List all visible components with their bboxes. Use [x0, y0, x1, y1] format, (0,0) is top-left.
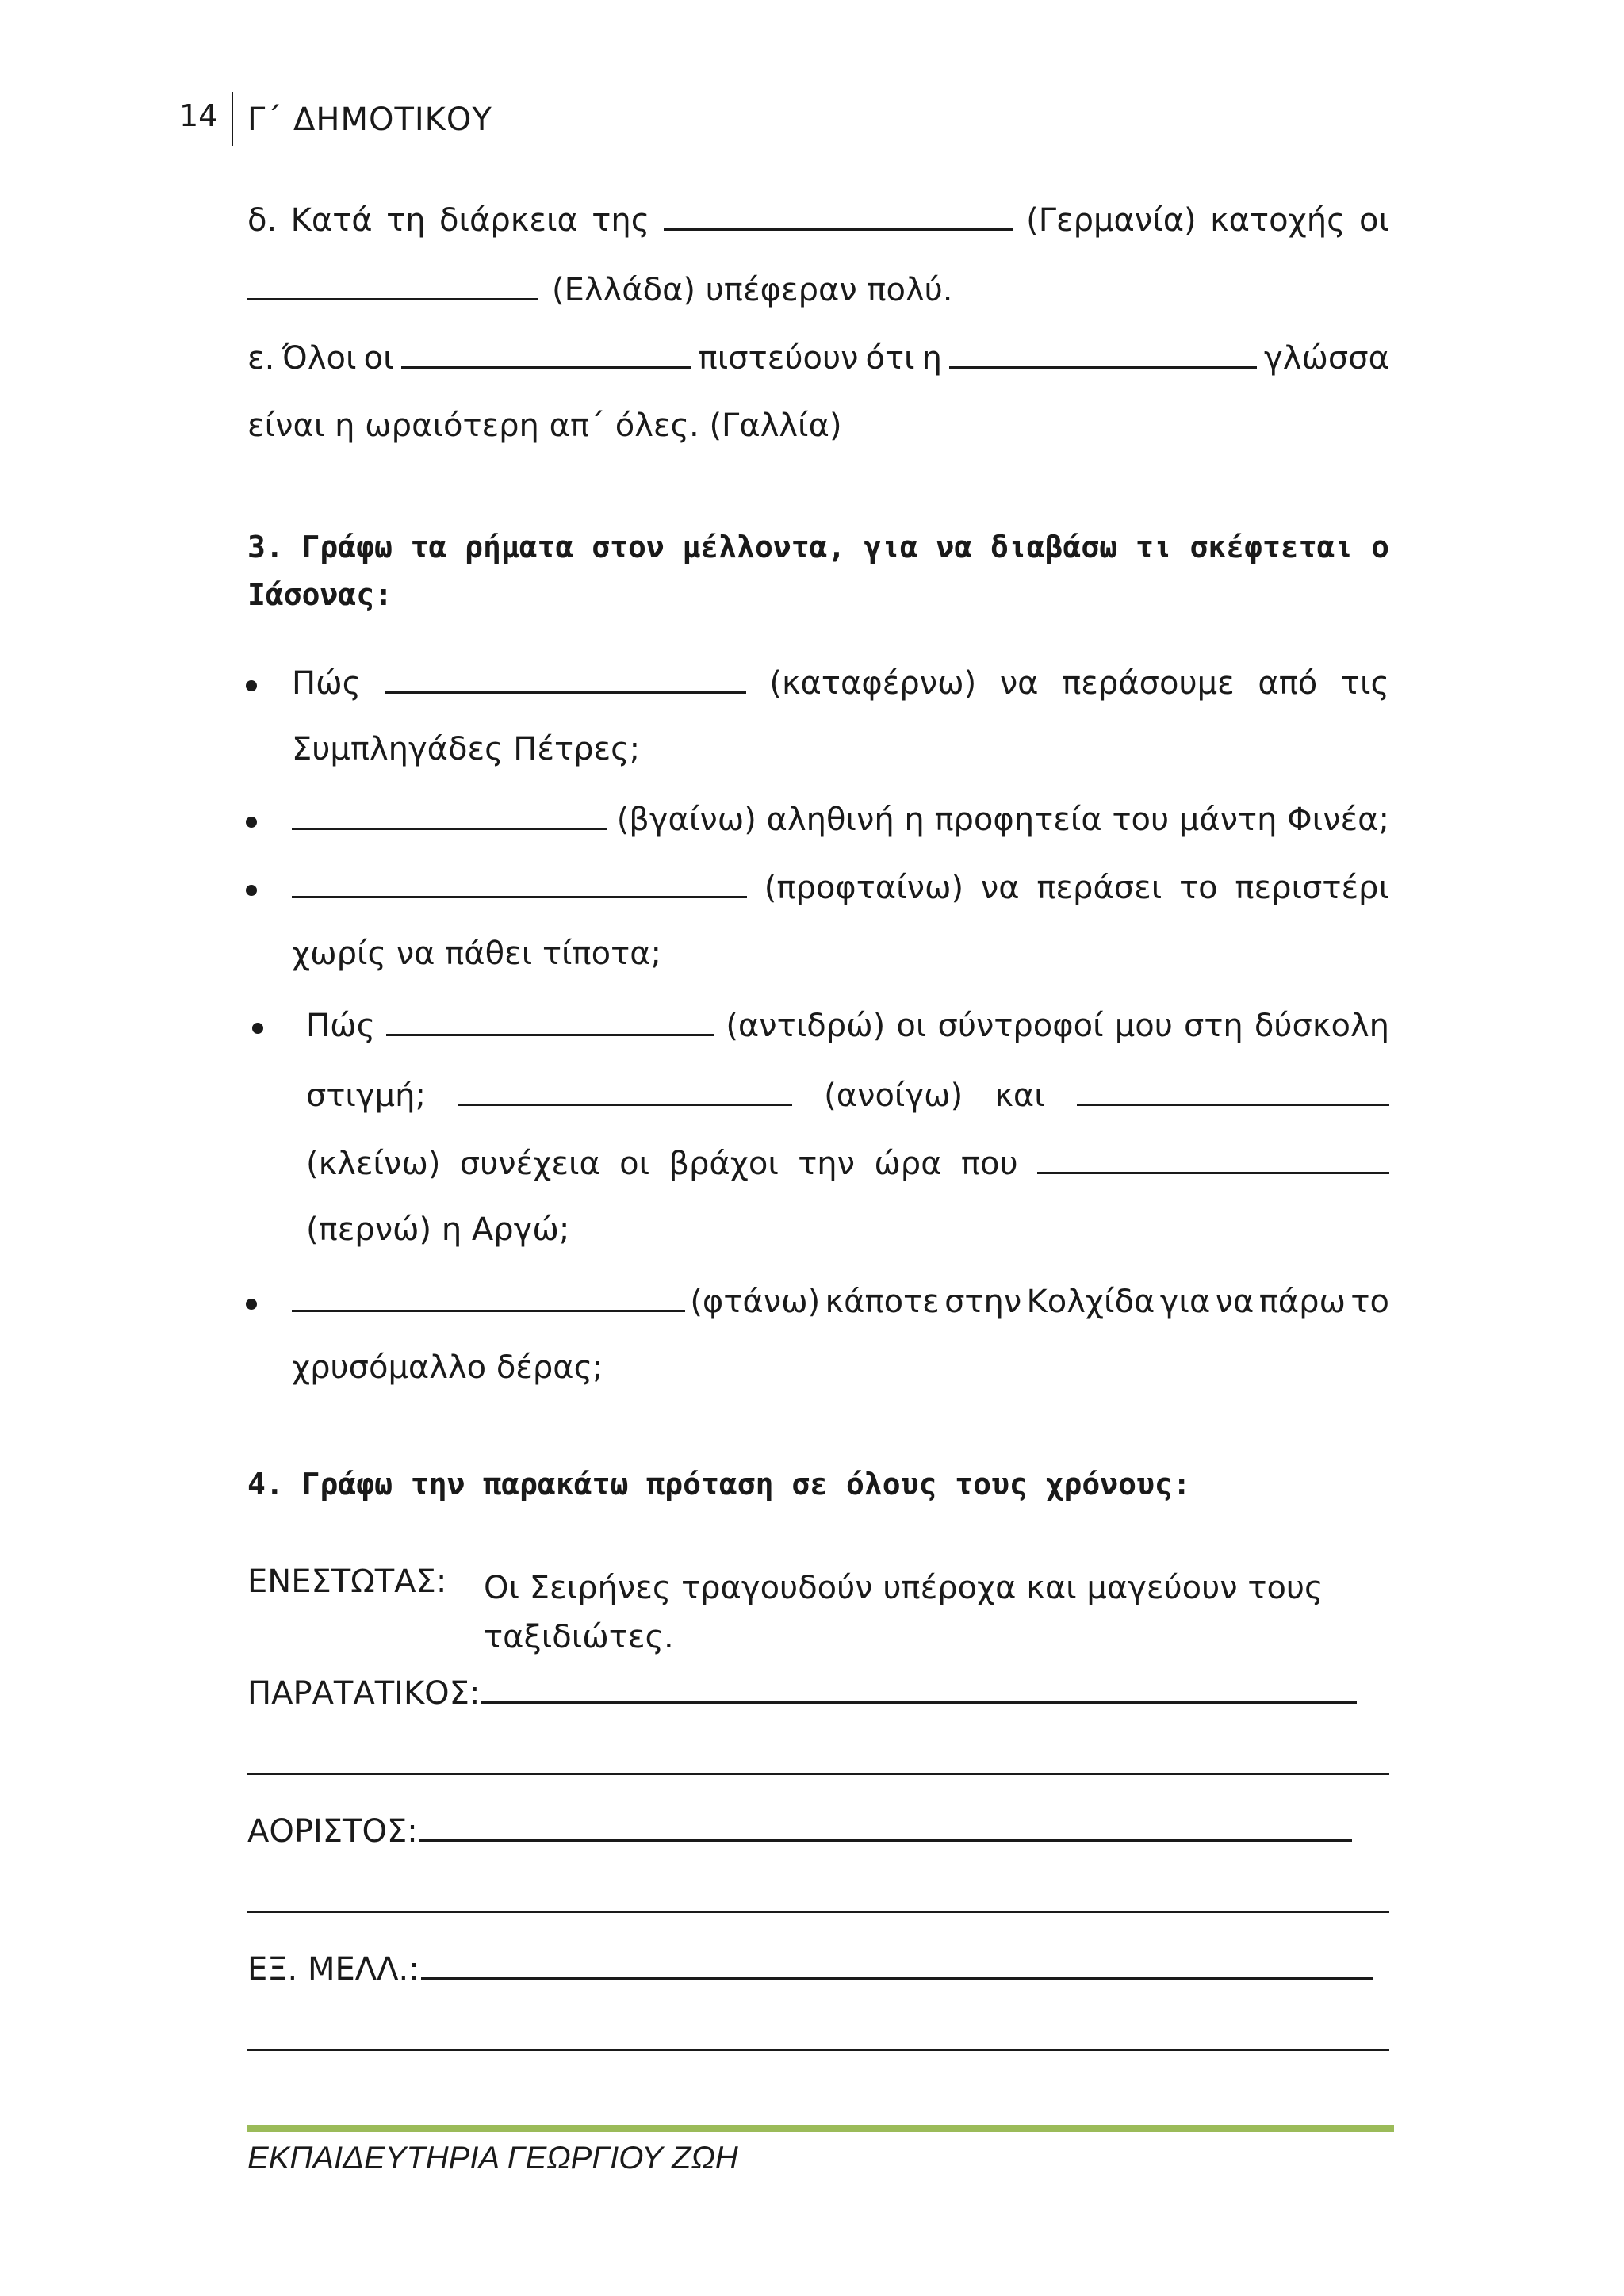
answer-blank[interactable]: [949, 338, 1257, 369]
answer-blank[interactable]: [1037, 1143, 1389, 1174]
answer-blank[interactable]: [664, 200, 1013, 231]
exercise-3-bullet-3-line-1: (προφταίνω) να περάσει το περιστέρι: [292, 867, 1389, 912]
page-header-title: Γ΄ ΔΗΜΟΤΙΚΟΥ: [247, 101, 492, 138]
exercise-3-bullet-4-line-1: Πώς (αντιδρώ) οι σύντροφοί μου στη δύσκολη: [306, 1005, 1389, 1050]
bullet-icon: [246, 680, 257, 691]
exercise-3-bullet-1-line-1: Πώς (καταφέρνω) να περάσουμε από τις: [292, 663, 1389, 707]
bullet-icon: [252, 1023, 263, 1034]
imperfect-answer-line[interactable]: [481, 1673, 1357, 1704]
exercise-2e-line-2: είναι η ωραιότερη απ΄ όλες. (Γαλλία): [247, 408, 842, 444]
answer-line[interactable]: [247, 1911, 1389, 1913]
answer-blank[interactable]: [292, 1281, 685, 1312]
page-number: 14: [179, 98, 218, 133]
aorist-answer-line[interactable]: [419, 1811, 1352, 1842]
future-answer-line[interactable]: [421, 1949, 1373, 1980]
answer-blank[interactable]: [458, 1075, 792, 1106]
answer-blank[interactable]: [292, 867, 747, 898]
exercise-4-heading: 4. Γράφω την παρακάτω πρόταση σε όλους τους χρόνους:: [247, 1467, 1191, 1502]
aorist-label: ΑΟΡΙΣΤΟΣ:: [247, 1813, 418, 1850]
exercise-3-bullet-5-line-2: χρυσόμαλλο δέρας;: [292, 1349, 603, 1386]
present-tense-sentence: Οι Σειρήνες τραγουδούν υπέροχα και μαγεύουν τους ταξιδιώτες.: [484, 1570, 1323, 1655]
exercise-2e-line-1: ε. Όλοι οι πιστεύουν ότι η γλώσσα: [247, 338, 1389, 382]
bullet-icon: [246, 1299, 257, 1310]
exercise-3-heading: 3. Γράφω τα ρήματα στον μέλλοντα, για να διαβάσω τι σκέφτεται ο Ιάσονας:: [247, 530, 1389, 612]
exercise-3-bullet-4-line-3: (κλείνω) συνέχεια οι βράχοι την ώρα που: [306, 1143, 1389, 1188]
exercise-3-bullet-2: (βγαίνω) αληθινή η προφητεία του μάντη Φινέα;: [292, 799, 1389, 844]
exercise-3-bullet-1-line-2: Συμπληγάδες Πέτρες;: [292, 731, 641, 767]
bullet-icon: [246, 817, 257, 828]
header-divider: [232, 92, 233, 146]
aorist-row: [247, 1811, 1352, 1850]
bullet-icon: [246, 885, 257, 896]
answer-blank[interactable]: [386, 1005, 714, 1036]
imperfect-row: [247, 1673, 1357, 1712]
answer-blank[interactable]: [292, 799, 607, 830]
answer-line[interactable]: [247, 1773, 1389, 1775]
imperfect-label: ΠΑΡΑΤΑΤΙΚΟΣ:: [247, 1675, 481, 1712]
answer-blank[interactable]: [385, 663, 746, 694]
exercise-3-bullet-5-line-1: (φτάνω) κάποτε στην Κολχίδα για να πάρω το: [292, 1281, 1389, 1326]
answer-line[interactable]: [247, 2049, 1389, 2051]
footer-text: ΕΚΠΑΙΔΕΥΤΗΡΙΑ ΓΕΩΡΓΙΟΥ ΖΩΗ: [247, 2141, 738, 2175]
exercise-3-bullet-3-line-2: χωρίς να πάθει τίποτα;: [292, 936, 662, 972]
footer-accent-rule: [247, 2125, 1394, 2132]
answer-blank[interactable]: [401, 338, 691, 369]
answer-blank[interactable]: [1077, 1075, 1389, 1106]
exercise-3-bullet-4-line-2: στιγμή; (ανοίγω) και: [306, 1075, 1389, 1119]
exercise-2d-line-1: δ. Κατά τη διάρκεια της (Γερμανία) κατοχής οι: [247, 200, 1389, 244]
future-row: [247, 1949, 1373, 1988]
present-tense-label: ΕΝΕΣΤΩΤΑΣ:: [247, 1563, 447, 1600]
exercise-3-bullet-4-line-4: (περνώ) η Αργώ;: [306, 1211, 570, 1248]
answer-blank[interactable]: [247, 270, 538, 300]
exercise-2d-line-2: (Ελλάδα) υπέφεραν πολύ.: [247, 270, 1389, 314]
future-label: ΕΞ. ΜΕΛΛ.:: [247, 1951, 419, 1988]
